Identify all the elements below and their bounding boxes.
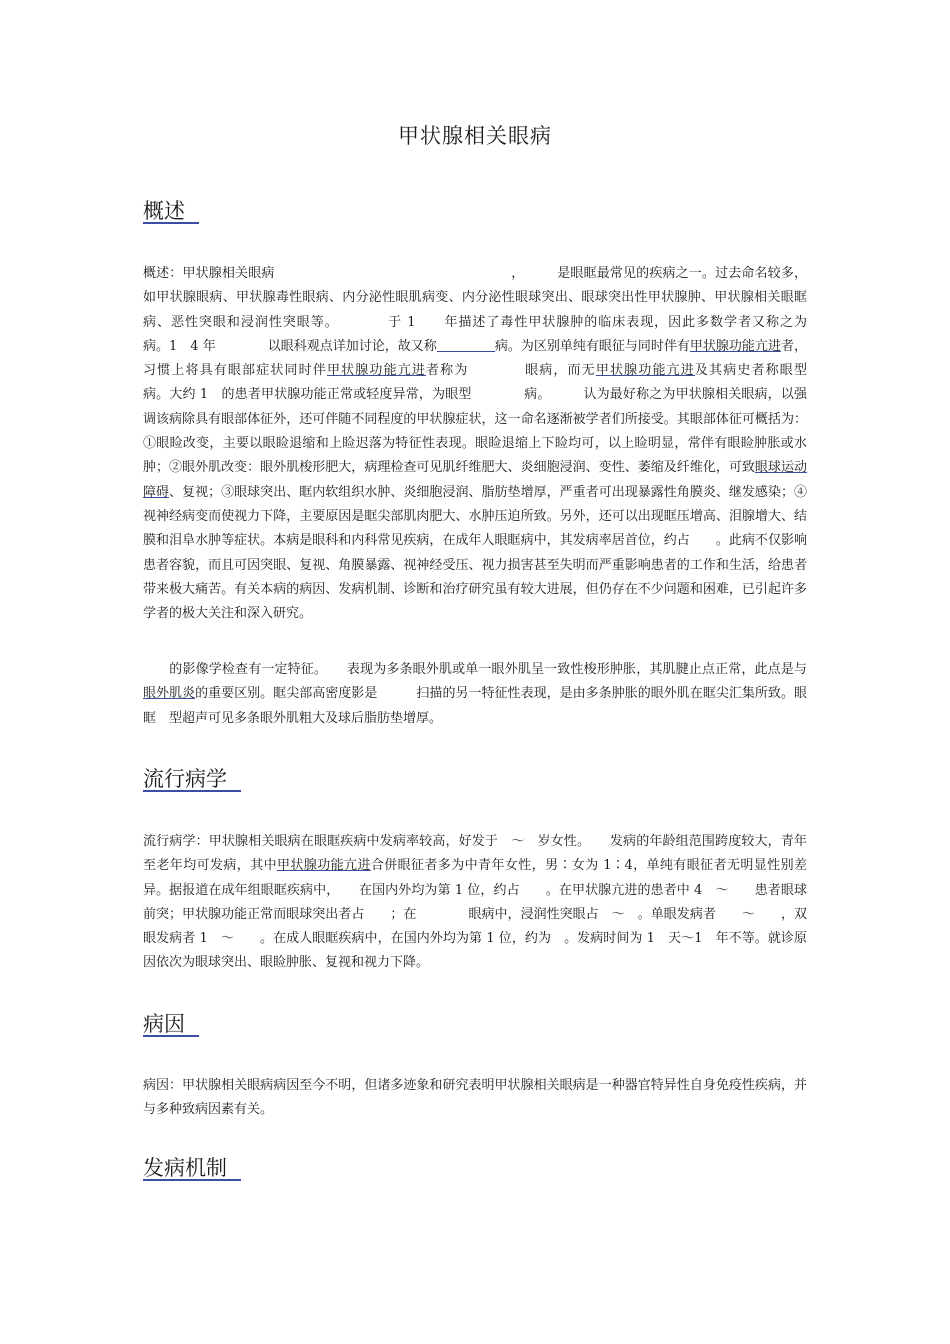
section-heading-epidemiology: 流行病学 bbox=[143, 767, 227, 791]
hyperlink-eye-movement-disorder[interactable]: 眼球运动障碍 bbox=[143, 460, 807, 500]
epidemiology-paragraph: 流行病学：甲状腺相关眼病在眼眶疾病中发病率较高，好发于 ～ 岁女性。 发病的年龄组范围跨度较大，青年至老年均可发病，其中甲状腺功能亢进合併眼征者多为中青年女性，男∶女为 1∶4，单纯有眼征者无明显性别差异。据报道在成年组眼眶疾病中， 在国内外均为第 1 位，约占 。在甲状腺亢进的患者中 4 ～ 患者眼球前突；甲状腺功能正常而眼球突出者占 ；在 眼病中，浸润性突眼占 ～ 。单眼发病者 ～ ，双眼发病者 1 ～ 。在成人眼眶疾病中，在国内外均为第 1 位，约为 。发病时间为 1 天～1 年不等。就诊原因依次为眼球突出、眼睑肿胀、复视和视力下降。 bbox=[143, 834, 807, 971]
overview-paragraph-1: 概述：甲状腺相关眼病 ， 是眼眶最常见的疾病之一。过去命名较多，如甲状腺眼病、甲状腺毒性眼病、内分泌性眼肌病变、内分泌性眼球突出、眼球突出性甲状腺肿、甲状腺相关眼眶病、恶性突眼和浸润性突眼等。 于 1 年描述了毒性甲状腺肿的临床表现，因此多数学者又称之为 病。1 4 年 以眼科观点详加讨论，故又称 病。为区别单纯有眼征与同时伴有甲状腺功能亢进者，习惯上将具有眼部症状同时伴甲状腺功能亢进者称为 眼病，而无甲状腺功能亢进及其病史者称眼型 病。大约 1 的患者甲状腺功能正常或轻度异常，为眼型 病。 认为最好称之为甲状腺相关眼病，以强调该病除具有眼部体征外，还可伴随不同程度的甲状腺症状，这一命名逐渐被学者们所接受。其眼部体征可概括为：①眼睑改变，主要以眼睑退缩和上睑迟落为特征性表现。眼睑退缩上下睑均可，以上睑明显，常伴有眼睑肿胀或水肿；②眼外肌改变：眼外肌梭形肥大，病理检查可见肌纤维肥大、炎细胞浸润、变性、萎缩及纤维化，可致眼球运动障碍、复视；③眼球突出、眶内软组织水肿、炎细胞浸润、脂肪垫增厚，严重者可出现暴露性角膜炎、继发感染；④视神经病变而使视力下降，主要原因是眶尖部肌肉肥大、水肿压迫所致。另外，还可以出现眶压增高、泪腺增大、结膜和泪阜水肿等症状。本病是眼科和内科常见疾病，在成年人眼眶病中，其发病率居首位，约占 。此病不仅影响患者容貌，而且可因突眼、复视、角膜暴露、视神经受压、视力损害甚至失明而严重影响患者的工作和生活，给患者带来极大痛苦。有关本病的病因、发病机制、诊断和治疗研究虽有较大进展，但仍存在不少问题和困难，已引起许多学者的极大关注和深入研究。 bbox=[143, 266, 860, 622]
etiology-paragraph: 病因：甲状腺相关眼病病因至今不明，但诸多迹象和研究表明甲状腺相关眼病是一种器官特异性自身免疫性疾病，并与多种致病因素有关。 bbox=[143, 1078, 807, 1118]
hyperlink-hyperthyroidism[interactable]: 甲状腺功能亢进 bbox=[326, 363, 427, 379]
hyperlink-hyperthyroidism[interactable]: 甲状腺功能亢进 bbox=[595, 363, 695, 379]
hyperlink-hyperthyroidism[interactable]: 甲状腺功能亢进 bbox=[277, 858, 371, 874]
section-heading-pathogenesis: 发病机制 bbox=[143, 1156, 227, 1180]
section-heading-etiology: 病因 bbox=[143, 1012, 185, 1036]
section-heading-overview: 概述 bbox=[143, 199, 185, 223]
hyperlink-hyperthyroidism[interactable]: 甲状腺功能亢进 bbox=[689, 338, 781, 354]
blank-hyperlink[interactable] bbox=[437, 337, 495, 352]
section-underline-overview bbox=[143, 222, 199, 224]
section-underline-pathogenesis bbox=[143, 1179, 241, 1181]
section-underline-epidemiology bbox=[143, 790, 241, 792]
section-underline-etiology bbox=[143, 1035, 199, 1037]
document-title: 甲状腺相关眼病 bbox=[398, 124, 552, 148]
hyperlink-myositis[interactable]: 眼外肌炎 bbox=[143, 686, 196, 702]
overview-paragraph-2: 的影像学检查有一定特征。 表现为多条眼外肌或单一眼外肌呈一致性梭形肿胀，其肌腱止点正常，此点是与眼外肌炎的重要区别。眶尖部高密度影是 扫描的另一特征性表现，是由多条肿胀的眼外肌在眶尖汇集所致。眼眶 型超声可见多条眼外肌粗大及球后脂肪垫增厚。 bbox=[143, 662, 807, 726]
